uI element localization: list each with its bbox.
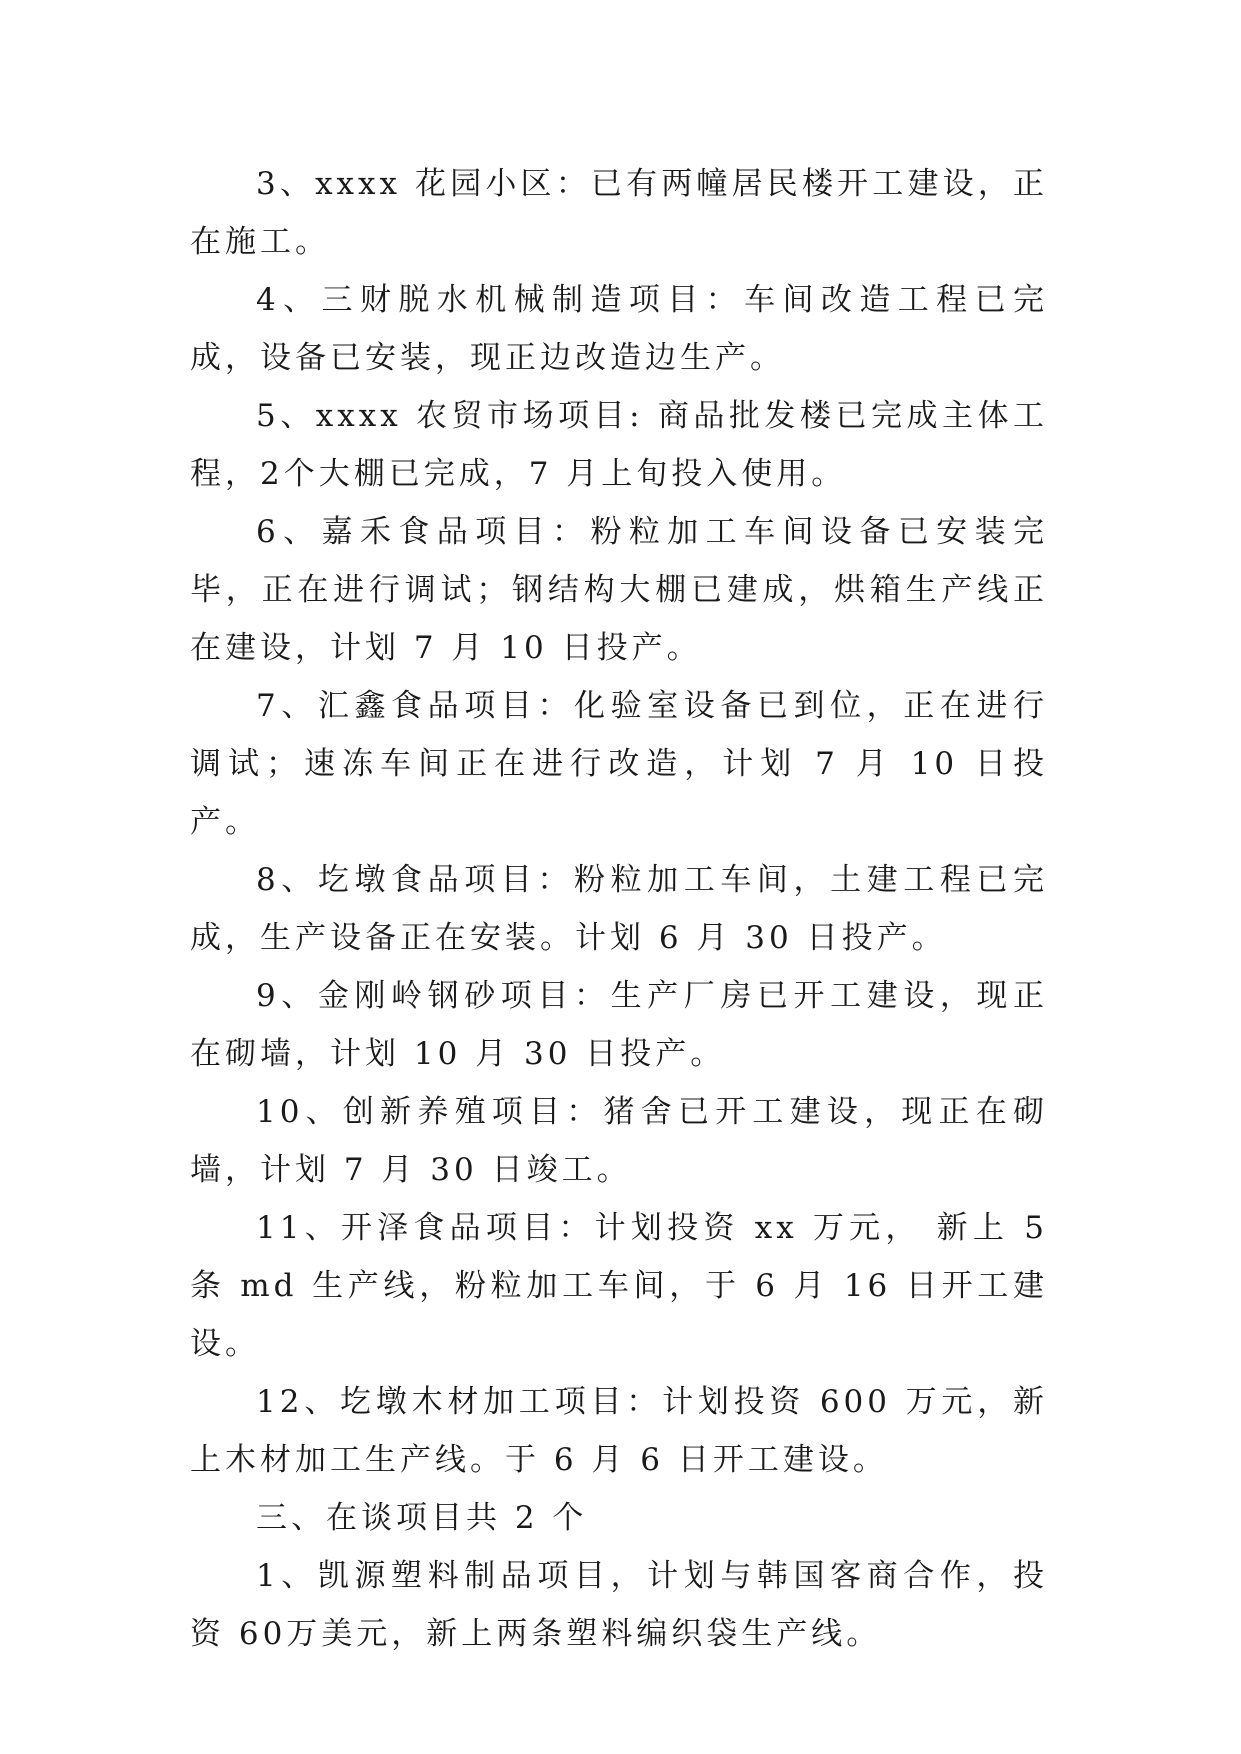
paragraph-item-1-kaiyuan: 1、凯源塑料制品项目，计划与韩国客商合作，投资 60万美元，新上两条塑料编织袋生产线。 — [190, 1558, 1048, 1652]
document-body — [190, 155, 1048, 1663]
paragraph-item-5-nongmao: 5、xxxx 农贸市场项目: 商品批发楼已完成主体工程，2个大棚已完成，7 月上旬投入使用。 — [190, 398, 1048, 492]
paragraph-item-3-huayuan: 3、xxxx 花园小区：已有两幢居民楼开工建设，正在施工。 — [190, 166, 1048, 260]
paragraph-item-6-jiahe: 6、嘉禾食品项目：粉粒加工车间设备已安装完毕，正在进行调试；钢结构大棚已建成，烘箱生产线正在建设，计划 7 月 10 日投产。 — [190, 514, 1048, 666]
section-heading-projects-in-talks: 三、在谈项目共 2 个 — [256, 1500, 588, 1536]
paragraph-item-10-chuangxin: 10、创新养殖项目：猪舍已开工建设，现正在砌墙，计划 7 月 30 日竣工。 — [190, 1094, 1048, 1188]
paragraph-item-11-kaize: 11、开泽食品项目：计划投资 xx 万元， 新上 5 条 md 生产线，粉粒加工车间，于 6 月 16 日开工建设。 — [190, 1210, 1048, 1362]
paragraph-item-4-sancai: 4、三财脱水机械制造项目：车间改造工程已完成，设备已安装，现正边改造边生产。 — [190, 282, 1048, 376]
paragraph-item-8-gedun-food: 8、圪墩食品项目：粉粒加工车间，土建工程已完成，生产设备正在安装。计划 6 月 30 日投产。 — [190, 862, 1048, 956]
paragraph-item-12-gedun-wood: 12、圪墩木材加工项目：计划投资 600 万元，新上木材加工生产线。于 6 月 6 日开工建设。 — [190, 1384, 1048, 1478]
paragraph-item-7-huixin: 7、汇鑫食品项目：化验室设备已到位，正在进行调试；速冻车间正在进行改造，计划 7 月 10 日投产。 — [190, 688, 1048, 840]
paragraph-item-9-jingangling: 9、金刚岭钢砂项目：生产厂房已开工建设，现正在砌墙，计划 10 月 30 日投产。 — [190, 978, 1048, 1072]
